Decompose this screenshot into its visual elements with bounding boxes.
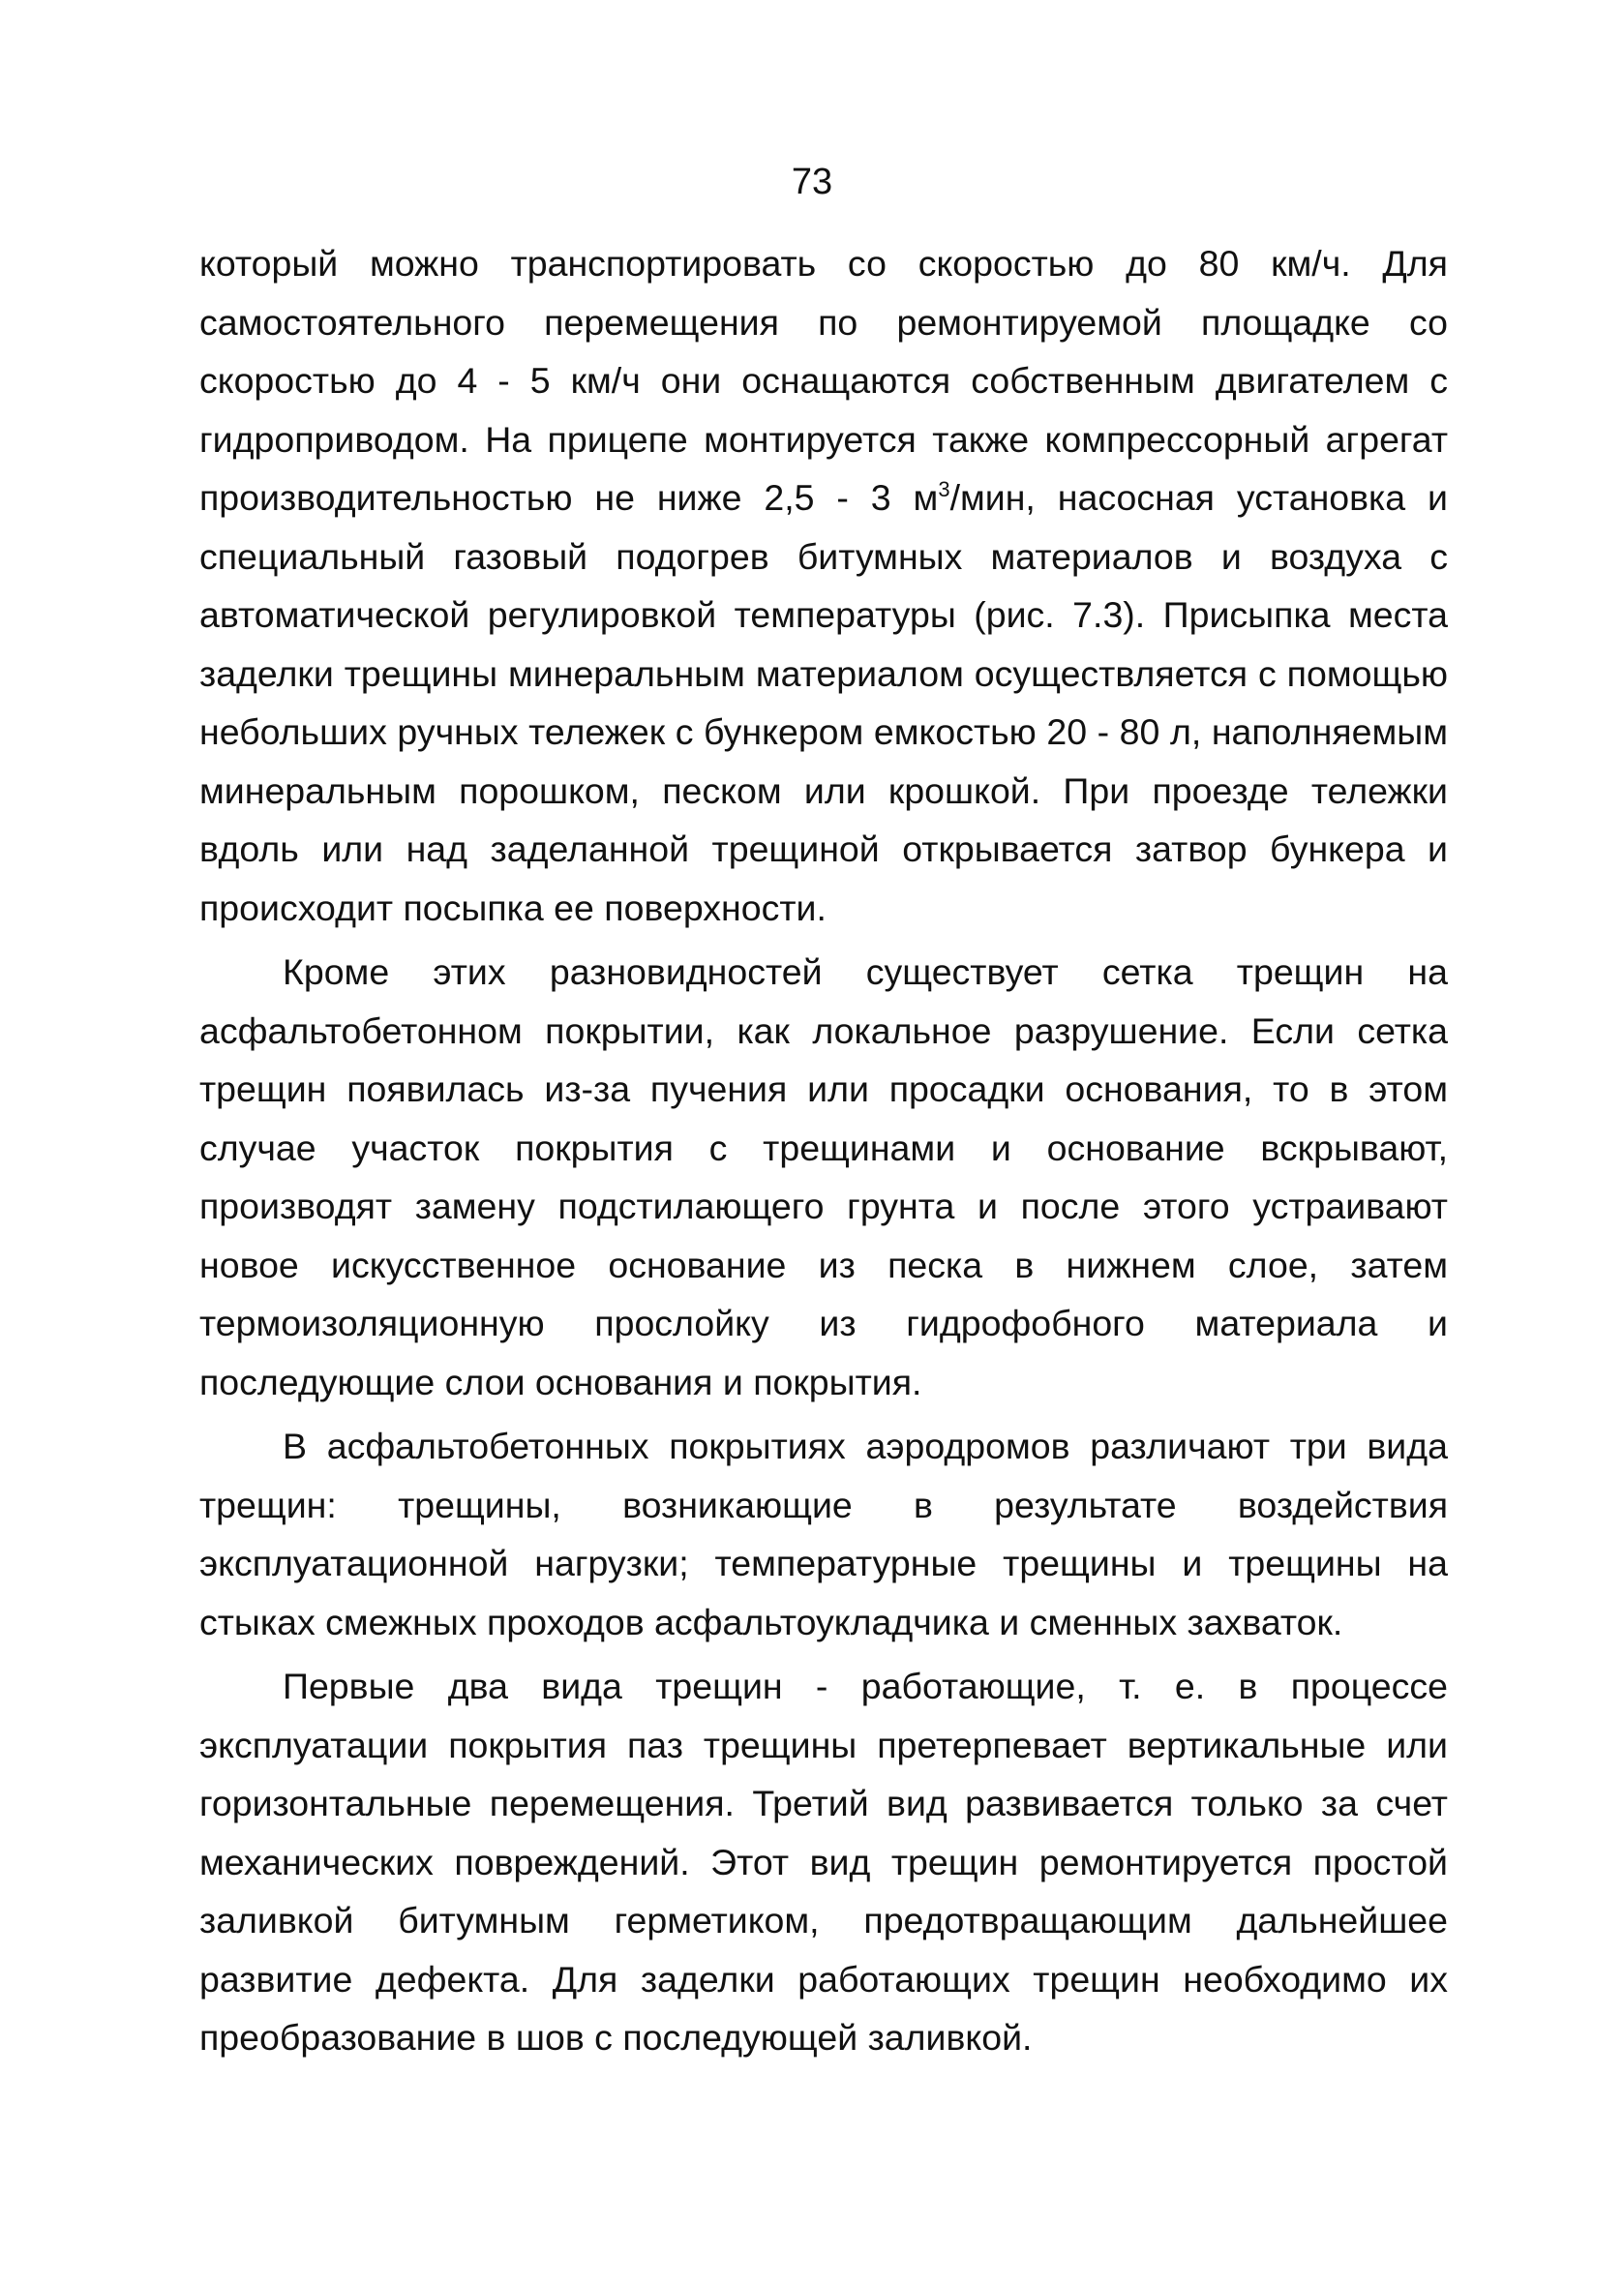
paragraph-2: Кроме этих разновидностей существует сетка трещин на асфальтобетонном покрытии, как локальное разрушение. Если сетка трещин появилась из-за пучения или просадки основания, то в этом случае участок покрытия с трещинами и основание вскрывают, производят замену подстилающего грунта и после этого устраивают новое искусственное основание из песка в нижнем слое, затем термоизоляционную прослойку из гидрофобного материала и последующие слои основания и покрытия.: [199, 951, 1448, 1402]
superscript-cubic: 3: [938, 477, 950, 501]
body-text: [199, 234, 1448, 2067]
paragraph-1: [199, 234, 1448, 937]
paragraph-1-text-b: /мин, насосная установка и специальный газовый подогрев битумных материалов и воздуха с автоматической регулировкой температуры (рис. 7.3). Присыпка места заделки трещины минеральным материалом осуществляется с помощью небольших ручных тележек с бункером емкостью 20 - 80 л, наполняемым минеральным порошком, песком или крошкой. При проезде тележки вдоль или над заделанной трещиной открывается затвор бункера и происходит посыпка ее поверхности.: [199, 477, 1448, 928]
paragraph-1-text-a: который можно транспортировать со скоростью до 80 км/ч. Для самостоятельного перемещения по ремонтируемой площадке со скоростью до 4 - 5 км/ч они оснащаются собственным двигателем с гидроприводом. На прицепе монтируется также компрессорный агрегат производительностью не ниже 2,5 - 3 м: [199, 243, 1448, 518]
page-number: 73: [791, 162, 833, 202]
paragraph-4: Первые два вида трещин - работающие, т. е. в процессе эксплуатации покрытия паз трещины претерпевает вертикальные или горизонтальные перемещения. Третий вид развивается только за счет механических повреждений. Этот вид трещин ремонтируется простой заливкой битумным герметиком, предотвращающим дальнейшее развитие дефекта. Для заделки работающих трещин необходимо их преобразование в шов с последующей заливкой.: [199, 1666, 1448, 2058]
paragraph-3: В асфальтобетонных покрытиях аэродромов различают три вида трещин: трещины, возникающие в результате воздействия эксплуатационной нагрузки; температурные трещины и трещины на стыках смежных проходов асфальтоукладчика и сменных захваток.: [199, 1426, 1448, 1642]
